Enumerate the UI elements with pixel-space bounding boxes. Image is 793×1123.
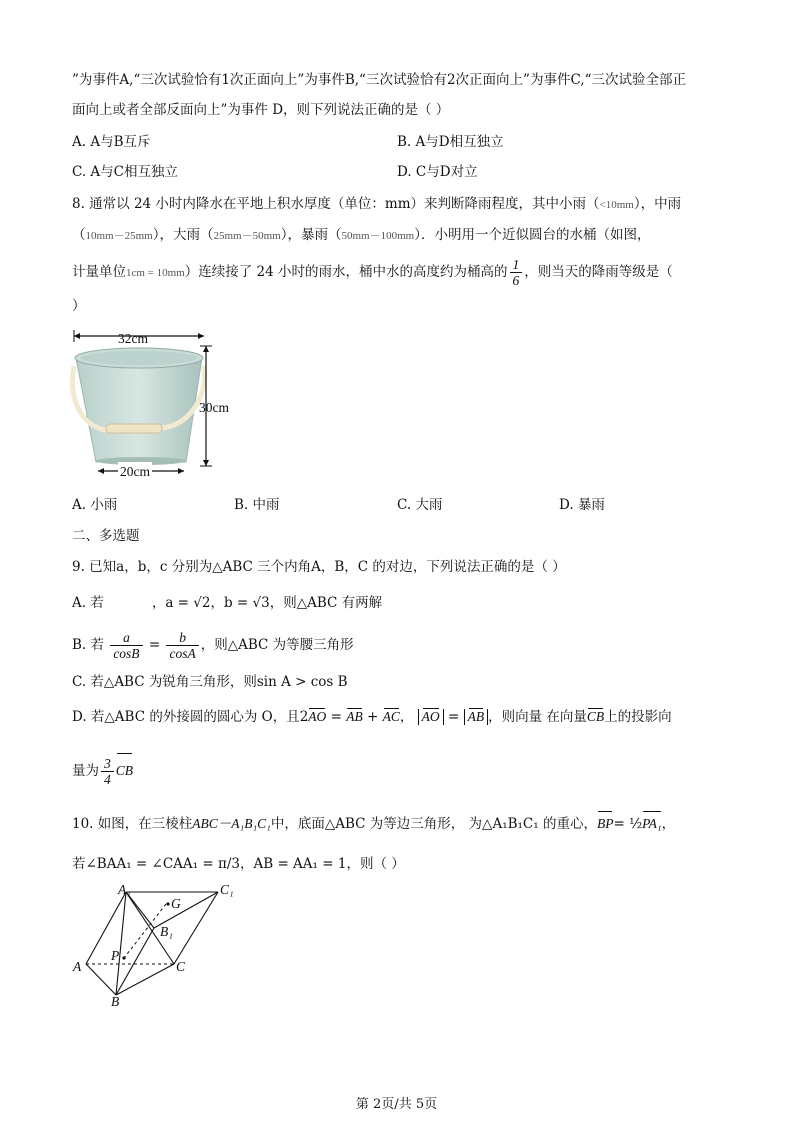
label-c: C xyxy=(176,959,186,974)
q9-stem: 9. 已知a，b，c 分别为△ABC 三个内角A，B，C 的对边，下列说法正确的是（ ） xyxy=(72,559,566,575)
vector-ao: AO xyxy=(308,707,326,727)
fraction-three-fourths: $\frac{3}{4}$ xyxy=(101,756,114,787)
q7-option-c: C. A与C相互独立 xyxy=(72,164,179,180)
vector-bp: BP xyxy=(597,810,614,838)
q8-stem-line2: （10mm－25mm），大雨（25mm－50mm），暴雨（50mm－100mm）．小明用一个近似圆台的水桶（如图， xyxy=(72,227,651,243)
q8-text: ）．小明用一个近似圆台的水桶（如图， xyxy=(414,227,651,243)
section-heading: 二、多选题 xyxy=(72,528,140,544)
prism-name: ABC－A₁B₁C₁ xyxy=(192,816,271,831)
label-p: P xyxy=(111,948,120,963)
unit-conversion: 1cm = 10mm xyxy=(126,267,185,279)
q7-stem-line1: ”为事件A,“三次试验恰有1次正面向上”为事件B,“三次试验恰有2次正面向上”为事件C,“三次试验全部正 xyxy=(72,72,686,88)
q9-option-d-line2: 量为 $\frac{3}{4}$ CB xyxy=(72,752,133,790)
vector-cb: CB xyxy=(587,707,604,727)
q8-text: 计量单位 xyxy=(72,264,126,280)
label-a1: A₁ xyxy=(118,882,131,897)
storm-rain-range: 50mm－100mm xyxy=(341,230,415,242)
label-g: G xyxy=(171,896,181,911)
q8-text: ），大雨（ xyxy=(152,227,214,243)
q7-option-b: B. A与D相互独立 xyxy=(397,134,504,150)
q9-option-d-line1: D. 若△ABC 的外接圆的圆心为 O，且2AO = AB + AC， AO = AB ，则向量 在向量CB上的投影向 xyxy=(72,709,672,725)
fraction-a-over-cosb: $\frac{a}{\cos B}$ xyxy=(110,630,142,661)
vector-ab: AB xyxy=(346,707,363,727)
q8-option-d: D. 暴雨 xyxy=(559,497,605,513)
q7-stem-line2: 面向上或者全部反面向上”为事件 D，则下列说法正确的是（ ） xyxy=(72,102,450,118)
page-footer: 第 2页/共 5页 xyxy=(355,1097,438,1112)
q8-text: ）连续接了 24 小时的雨水，桶中水的高度约为桶高的 xyxy=(184,264,508,280)
q8-text: ），中雨 xyxy=(633,196,682,212)
q8-option-c: C. 大雨 xyxy=(397,497,443,513)
q9-option-a: A. 若 ，a = √2，b = √3，则△ABC 有两解 xyxy=(72,595,383,611)
light-rain-range: <10mm xyxy=(599,199,634,211)
prism-diagram xyxy=(66,880,246,1010)
q8-stem-line3 xyxy=(72,255,673,290)
q10-stem-line1: 10. 如图，在三棱柱ABC－A₁B₁C₁中，底面△ABC 为等边三角形， 为△A₁B₁C₁ 的重心，BP= ½PA₁， xyxy=(72,810,675,838)
q8-stem-line4: ） xyxy=(72,298,86,314)
q9-option-b: B. 若 $\frac{a}{\cos B}$ = $\frac{b}{\cos A}$ ，则△ABC 为等腰三角形 xyxy=(72,630,354,661)
label-b: B xyxy=(111,994,120,1009)
label-a: A xyxy=(73,959,82,974)
fraction-one-sixth: $\frac{1}{6}$ xyxy=(510,257,523,288)
label-b1: B₁ xyxy=(160,924,173,939)
q8-text: ），暴雨（ xyxy=(280,227,342,243)
q8-text: 8. 通常以 24 小时内降水在平地上积水厚度（单位：mm）来判断降雨程度，其中小雨（ xyxy=(72,196,600,212)
vector-ac: AC xyxy=(383,707,400,727)
q10-stem-line2: 若∠BAA₁ = ∠CAA₁ = π/3，AB = AA₁ = 1，则（ ） xyxy=(72,856,405,872)
q7-option-a: A. A与B互斥 xyxy=(72,134,151,150)
q8-option-b: B. 中雨 xyxy=(234,497,280,513)
vector-pa1: PA₁ xyxy=(642,810,661,838)
fraction-b-over-cosa: $\frac{b}{\cos A}$ xyxy=(166,630,198,661)
q8-option-a: A. 小雨 xyxy=(72,497,118,513)
label-c1: C₁ xyxy=(220,882,234,897)
q8-stem-line1 xyxy=(72,194,681,215)
bucket-bottom-diameter-label: 20cm xyxy=(118,462,152,482)
bucket-top-diameter-label: 32cm xyxy=(118,331,148,346)
bucket-height-label: 30cm xyxy=(199,400,229,415)
q8-text: ，则当天的降雨等级是（ xyxy=(524,264,673,280)
q7-option-d: D. C与D对立 xyxy=(397,164,478,180)
q9-option-c: C. 若△ABC 为锐角三角形，则sin A > cos B xyxy=(72,674,348,690)
heavy-rain-range: 25mm－50mm xyxy=(213,230,281,242)
moderate-rain-range: 10mm－25mm xyxy=(85,230,153,242)
